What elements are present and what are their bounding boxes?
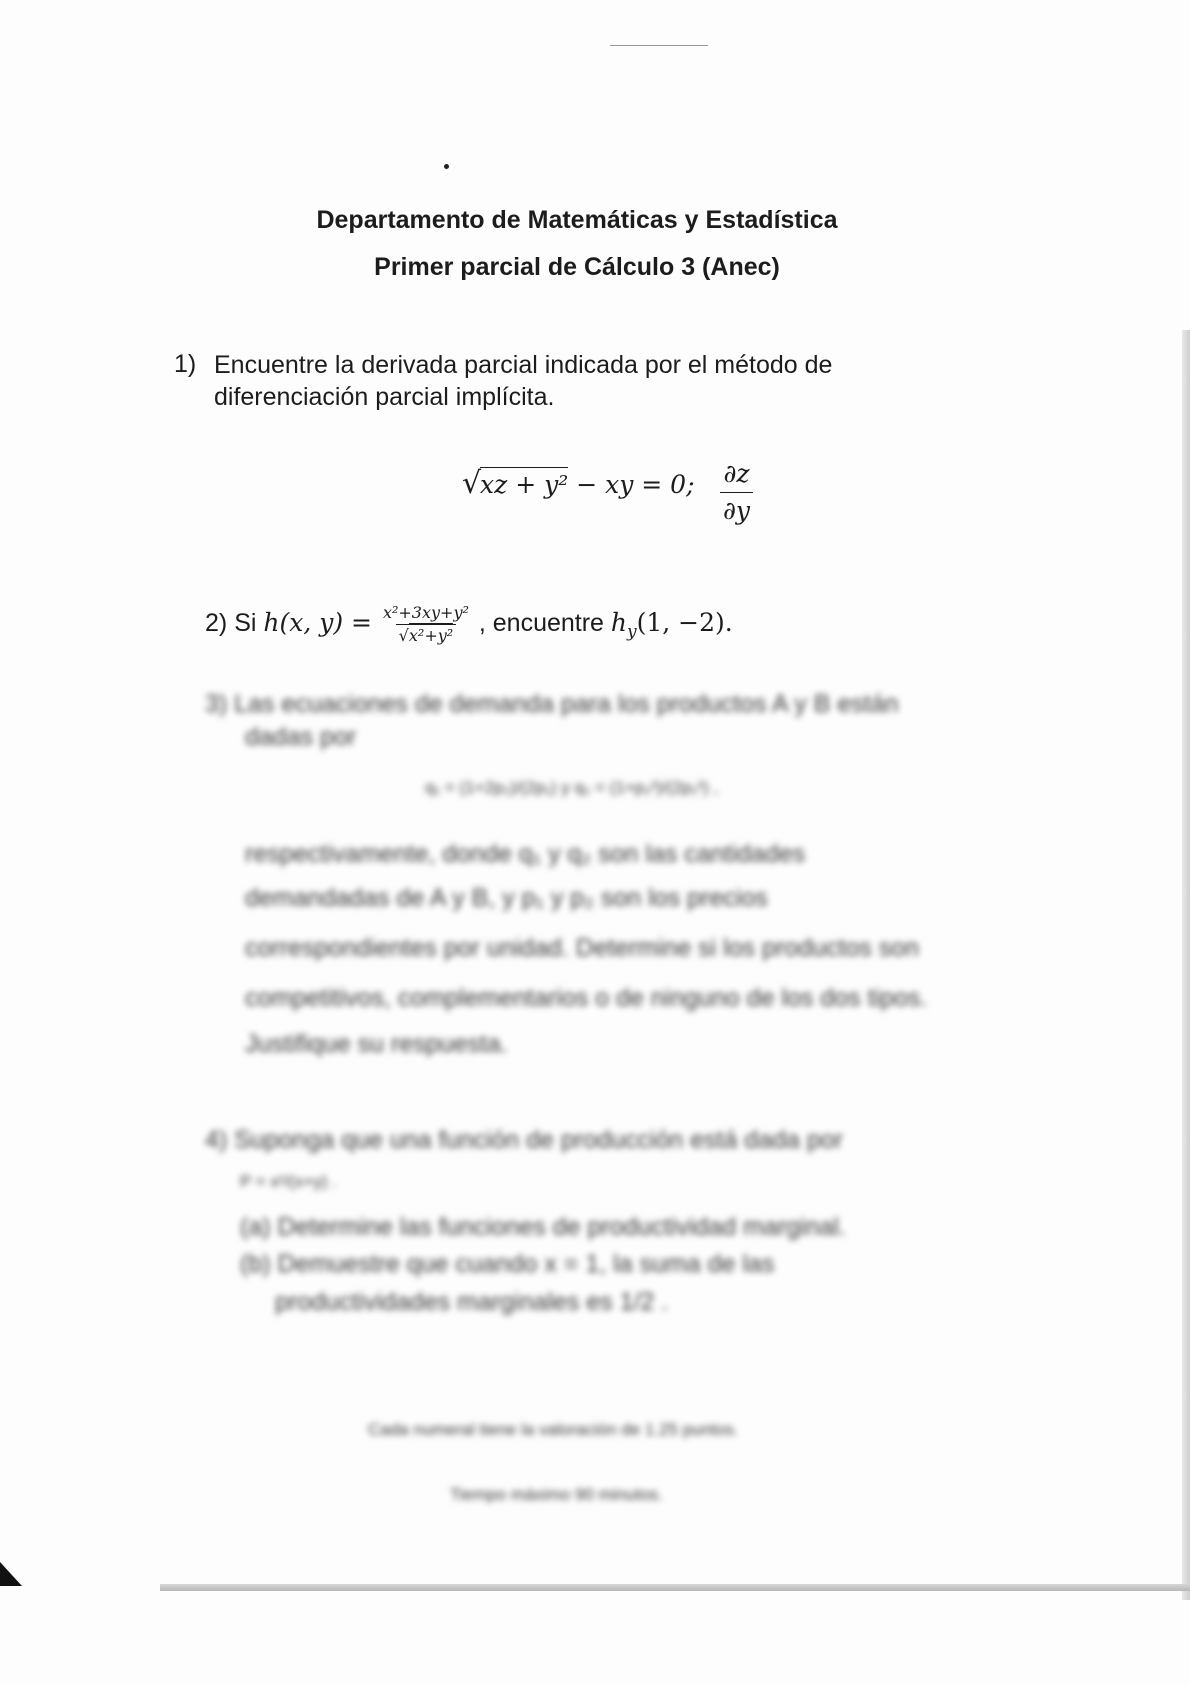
- footer-time-note: Tiempo máximo 90 minutos.: [450, 1485, 663, 1504]
- q2-frac-den-wrap: √x²+y²: [396, 624, 457, 647]
- q4-line4: (b) Demuestre que cuando x = 1, la suma de las: [240, 1250, 775, 1278]
- q2-target-sub: y: [627, 622, 637, 643]
- q2-statement: [205, 602, 733, 647]
- top-scan-line: [610, 45, 708, 46]
- q2-prefix: Si: [234, 609, 264, 638]
- q2-target: h: [610, 608, 628, 638]
- q4-line5: productividades marginales es 1/2 .: [275, 1288, 669, 1316]
- q3-line2: dadas por: [245, 723, 357, 751]
- stray-dot: [444, 164, 449, 169]
- q4-line1: 4) Suponga que una función de producción está dada por: [205, 1126, 843, 1154]
- q3-line6: competitivos, complementarios o de ninguno de los dos tipos.: [245, 984, 928, 1012]
- q1-partial-derivative: [720, 456, 753, 529]
- q2-frac-num: x²+3xy+y²: [382, 603, 469, 622]
- q2-number: 2): [205, 609, 228, 638]
- q3-line1: 3) Las ecuaciones de demanda para los productos A y B están: [205, 690, 899, 718]
- q2-target-args: (1, −2).: [636, 608, 733, 638]
- q1-radicand: xz + y²: [480, 467, 568, 499]
- q2-comma: ,: [478, 609, 486, 638]
- q2-frac-den: x²+y²: [409, 623, 453, 645]
- q2-suffix: encuentre: [485, 609, 611, 638]
- q3-line3: respectivamente, donde q₁ y q₂ son las cantidades: [245, 840, 806, 868]
- q2-function: h(x, y) =: [263, 608, 380, 638]
- page-edge-right: [1182, 330, 1190, 1600]
- q3-line7: Justifique su respuesta.: [245, 1030, 508, 1058]
- q1-equation: [464, 470, 695, 499]
- q1-statement: [214, 349, 832, 413]
- page-edge-bottom: [160, 1584, 1190, 1591]
- q4-line2: P = x²/(x+y) .: [240, 1172, 337, 1191]
- q1-number: 1): [174, 350, 197, 378]
- q3-equation: q₁ = (1+2p₂)/(2p₁) y q₂ = (1+p₂²)/(2p₁²) ,: [425, 778, 719, 797]
- q1-line1: Encuentre la derivada parcial indicada por el método de: [214, 351, 833, 379]
- q3-line4: demandadas de A y B, y p₁ y p₂ son los precios: [245, 884, 768, 912]
- q4-line3: (a) Determine las funciones de productividad marginal.: [240, 1213, 846, 1241]
- q1-partial-num: ∂z: [723, 459, 750, 488]
- footer-points-note: Cada numeral tiene la valoración de 1.25 puntos.: [368, 1420, 739, 1439]
- q1-equation-rest: − xy = 0;: [568, 470, 695, 499]
- sqrt-symbol: [464, 470, 568, 499]
- q3-line5: correspondientes por unidad. Determine si los productos son: [245, 934, 919, 962]
- corner-shadow: [0, 1562, 22, 1586]
- exam-title: Primer parcial de Cálculo 3 (Anec): [374, 253, 780, 281]
- q1-line2: diferenciación parcial implícita.: [214, 383, 555, 411]
- department-title: Departamento de Matemáticas y Estadística: [316, 206, 838, 234]
- q2-fraction: [380, 602, 472, 647]
- q1-partial-den: ∂y: [720, 492, 753, 529]
